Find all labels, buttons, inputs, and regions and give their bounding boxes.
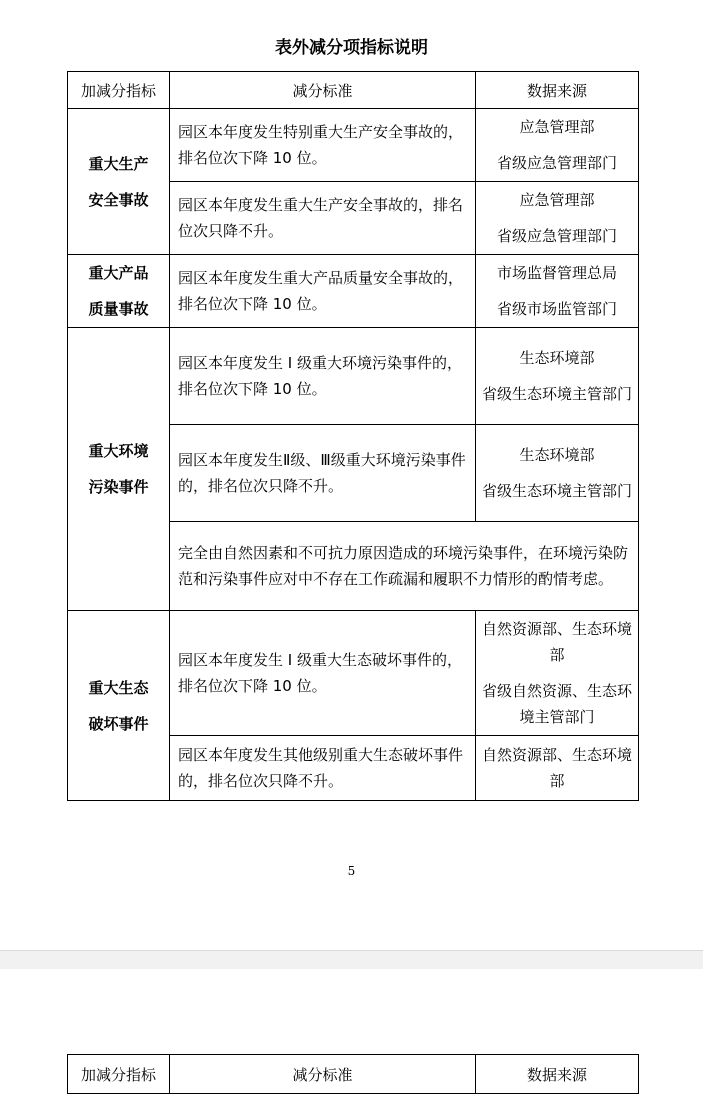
- indicator-cell: 重大生产 安全事故: [68, 109, 170, 255]
- document-title: 表外减分项指标说明: [275, 38, 428, 58]
- header-indicator: 加减分指标: [68, 72, 170, 109]
- source-cell: 生态环境部 省级生态环境主管部门: [476, 328, 639, 425]
- header-criterion: 减分标准: [170, 72, 476, 109]
- criterion-cell: 园区本年度发生重大生产安全事故的，排名位次只降不升。: [170, 182, 476, 255]
- header-source: 数据来源: [476, 72, 639, 109]
- criterion-cell: 园区本年度发生 I 级重大环境污染事件的，排名位次下降 10 位。: [170, 328, 476, 425]
- page-separator: [0, 950, 703, 970]
- criterion-cell: 园区本年度发生重大产品质量安全事故的，排名位次下降 10 位。: [170, 255, 476, 328]
- header-indicator: 加减分指标: [68, 1055, 170, 1094]
- deduction-indicator-table: [67, 71, 639, 801]
- indicator-cell: 重大生态 破坏事件: [68, 611, 170, 801]
- table-row: [68, 611, 639, 736]
- document-page-6: [0, 969, 703, 1084]
- table-row: [68, 328, 639, 425]
- source-cell: 市场监督管理总局 省级市场监管部门: [476, 255, 639, 328]
- page-number: 5: [347, 864, 356, 878]
- criterion-cell: 园区本年度发生其他级别重大生态破坏事件的，排名位次只降不升。: [170, 736, 476, 801]
- criterion-cell: 园区本年度发生特别重大生产安全事故的，排名位次下降 10 位。: [170, 109, 476, 182]
- table-header-row: [68, 1055, 639, 1094]
- source-cell: 生态环境部 省级生态环境主管部门: [476, 425, 639, 522]
- source-cell: 应急管理部 省级应急管理部门: [476, 109, 639, 182]
- table-row: [68, 255, 639, 328]
- source-cell: 自然资源部、生态环境部: [476, 736, 639, 801]
- indicator-cell: 重大产品 质量事故: [68, 255, 170, 328]
- table-row: [68, 109, 639, 182]
- note-cell: 完全由自然因素和不可抗力原因造成的环境污染事件，在环境污染防范和污染事件应对中不存在工作疏漏和履职不力情形的酌情考虑。: [170, 522, 639, 611]
- source-cell: 应急管理部 省级应急管理部门: [476, 182, 639, 255]
- criterion-cell: 园区本年度发生 I 级重大生态破坏事件的，排名位次下降 10 位。: [170, 611, 476, 736]
- source-cell: 自然资源部、生态环境部 省级自然资源、生态环境主管部门: [476, 611, 639, 736]
- table-header-row: [68, 72, 639, 109]
- indicator-cell: 重大环境 污染事件: [68, 328, 170, 611]
- header-criterion: 减分标准: [170, 1055, 476, 1094]
- header-source: 数据来源: [476, 1055, 639, 1094]
- criterion-cell: 园区本年度发生Ⅱ级、Ⅲ级重大环境污染事件的，排名位次只降不升。: [170, 425, 476, 522]
- deduction-indicator-table-continued: [67, 1054, 639, 1094]
